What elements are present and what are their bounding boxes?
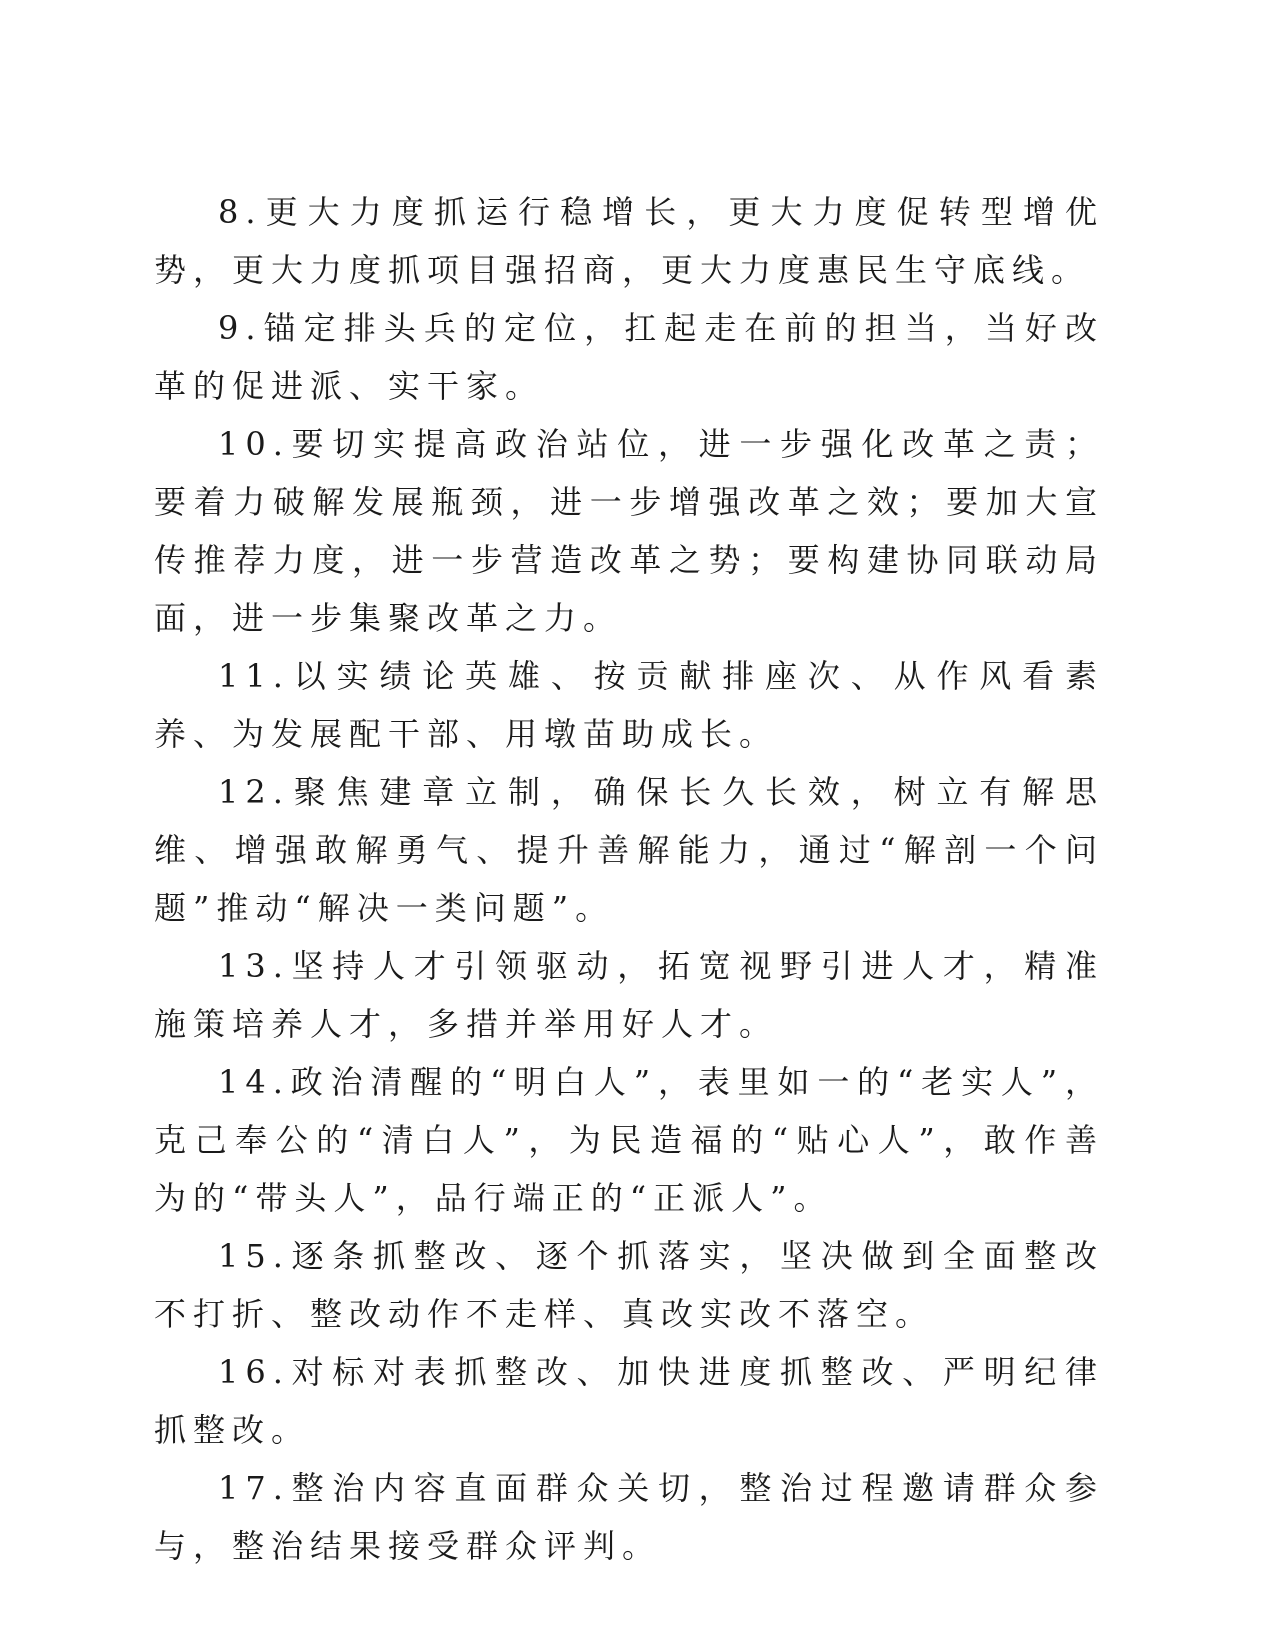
paragraph-16: 16.对标对表抓整改、加快进度抓整改、严明纪律抓整改。 xyxy=(154,1353,1104,1449)
paragraph-12: 12.聚焦建章立制，确保长久长效，树立有解思维、增强敢解勇气、提升善解能力，通过“解剖一个问题”推动“解决一类问题”。 xyxy=(154,773,1104,927)
paragraph-13: 13.坚持人才引领驱动，拓宽视野引进人才，精准施策培养人才，多措并举用好人才。 xyxy=(154,947,1104,1043)
document-body xyxy=(154,183,1104,1575)
paragraph-9: 9.锚定排头兵的定位，扛起走在前的担当，当好改革的促进派、实干家。 xyxy=(154,309,1104,405)
paragraph-10: 10.要切实提高政治站位，进一步强化改革之责；要着力破解发展瓶颈，进一步增强改革之效；要加大宣传推荐力度，进一步营造改革之势；要构建协同联动局面，进一步集聚改革之力。 xyxy=(154,425,1104,637)
paragraph-15: 15.逐条抓整改、逐个抓落实，坚决做到全面整改不打折、整改动作不走样、真改实改不落空。 xyxy=(154,1237,1104,1333)
paragraph-14: 14.政治清醒的“明白人”，表里如一的“老实人”，克己奉公的“清白人”，为民造福的“贴心人”，敢作善为的“带头人”，品行端正的“正派人”。 xyxy=(154,1063,1104,1217)
paragraph-17: 17.整治内容直面群众关切，整治过程邀请群众参与，整治结果接受群众评判。 xyxy=(154,1469,1104,1565)
paragraph-8: 8.更大力度抓运行稳增长，更大力度促转型增优势，更大力度抓项目强招商，更大力度惠民生守底线。 xyxy=(154,193,1104,289)
paragraph-11: 11.以实绩论英雄、按贡献排座次、从作风看素养、为发展配干部、用墩苗助成长。 xyxy=(154,657,1104,753)
